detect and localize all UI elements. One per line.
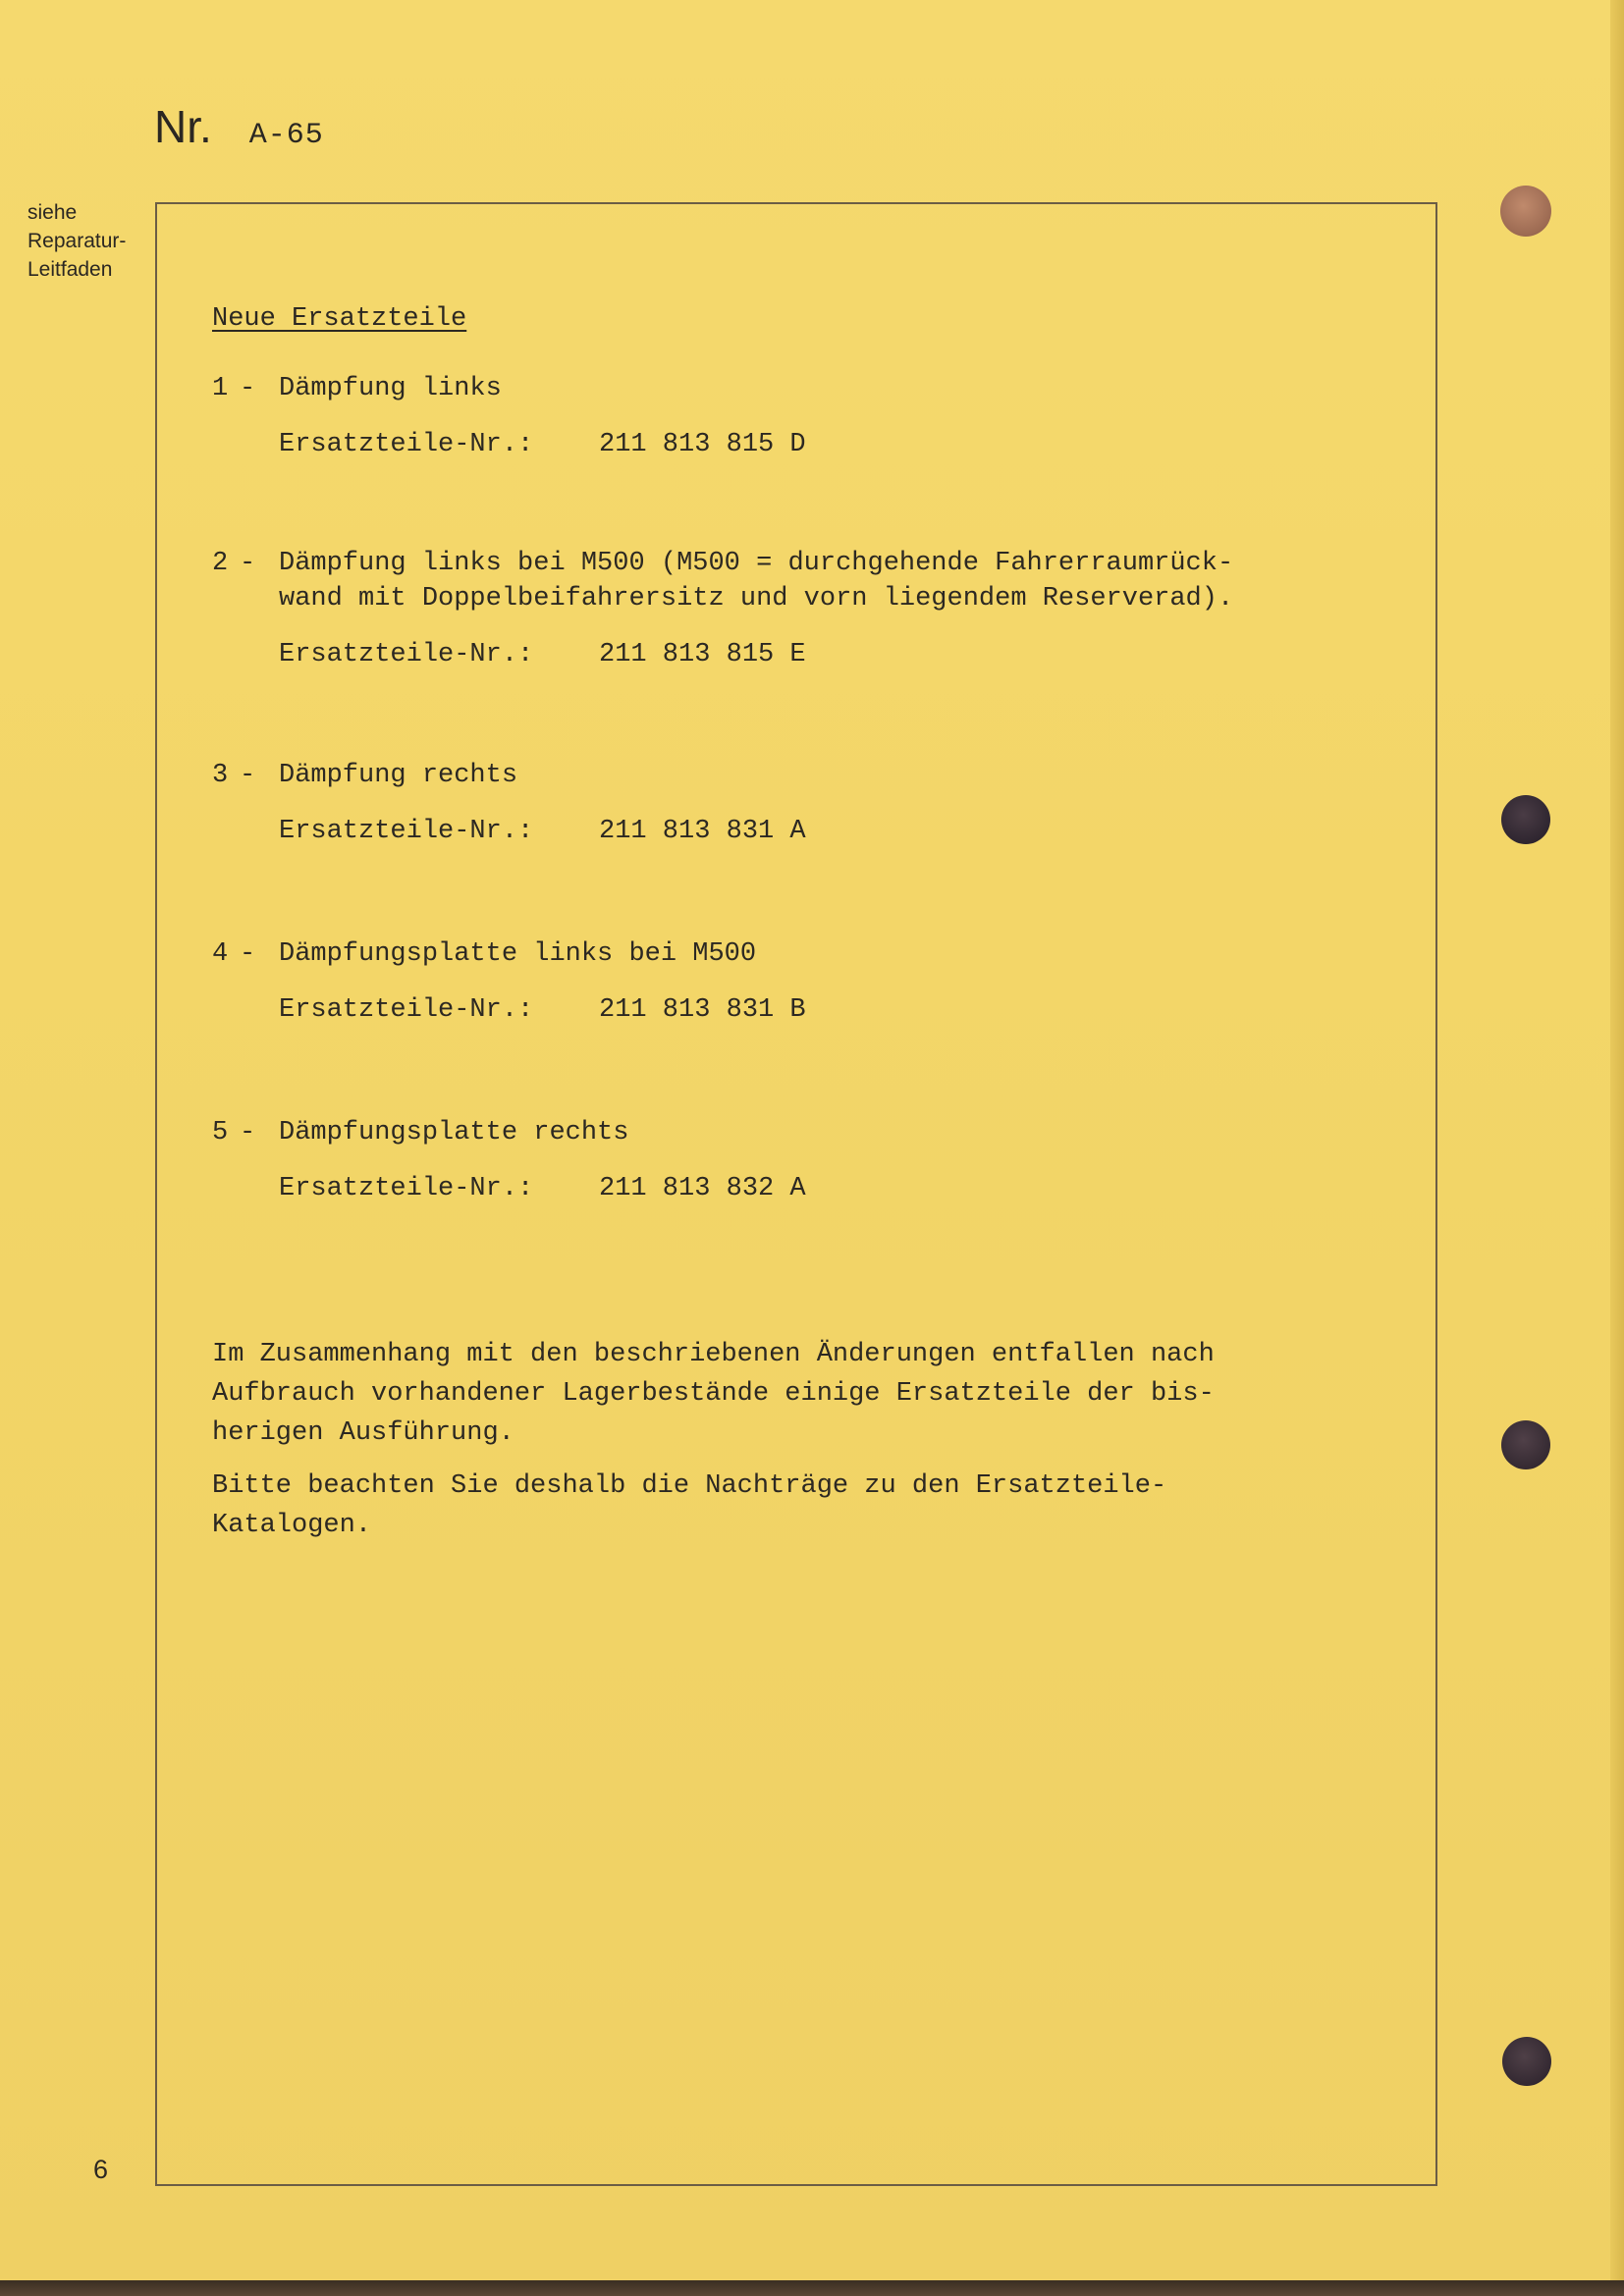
item-title: Dämpfung links (279, 374, 502, 403)
item-dash: - (240, 549, 256, 578)
list-item (212, 1115, 1390, 1203)
part-number-line (212, 640, 1390, 669)
nr-label: Nr. (154, 101, 212, 152)
item-number: 2 (212, 549, 229, 578)
item-title-continuation: wand mit Doppelbeifahrersitz und vorn liegendem Reserverad). (279, 584, 1234, 614)
item-title: Dämpfung rechts (279, 761, 518, 790)
note-line: herigen Ausführung. (212, 1418, 514, 1448)
part-label: Ersatzteile-Nr.: (279, 1174, 534, 1203)
part-number-line (212, 430, 1390, 459)
part-number: 211 813 815 D (599, 430, 806, 459)
part-number-line (212, 1174, 1390, 1203)
note-line: Katalogen. (212, 1511, 372, 1540)
item-dash: - (240, 939, 256, 969)
part-number: 211 813 831 B (599, 995, 806, 1025)
part-label: Ersatzteile-Nr.: (279, 817, 534, 846)
part-number: 211 813 815 E (599, 640, 806, 669)
nr-value: A-65 (248, 119, 324, 152)
document-header (154, 100, 324, 153)
item-number: 4 (212, 939, 229, 969)
side-note-line: siehe (27, 201, 78, 224)
part-number: 211 813 831 A (599, 817, 806, 846)
list-item (212, 546, 1390, 669)
section-heading: Neue Ersatzteile (212, 304, 467, 334)
item-title: Dämpfungsplatte rechts (279, 1118, 629, 1148)
item-number: 3 (212, 761, 229, 790)
item-dash: - (240, 374, 256, 403)
item-number: 5 (212, 1118, 229, 1148)
side-note-line: Leitfaden (27, 258, 113, 281)
part-number-line (212, 995, 1390, 1025)
list-item (212, 758, 1390, 846)
item-title: Dämpfung links bei M500 (M500 = durchgehende Fahrerraumrück- (279, 549, 1234, 578)
part-label: Ersatzteile-Nr.: (279, 430, 534, 459)
note-line: Bitte beachten Sie deshalb die Nachträge zu den Ersatzteile- (212, 1471, 1167, 1501)
punch-hole (1502, 2037, 1551, 2086)
part-label: Ersatzteile-Nr.: (279, 640, 534, 669)
side-note-line: Reparatur- (27, 230, 127, 252)
punch-hole (1501, 795, 1550, 844)
item-title: Dämpfungsplatte links bei M500 (279, 939, 757, 969)
item-dash: - (240, 761, 256, 790)
paper-right-edge (1610, 0, 1624, 2296)
page-number: 6 (93, 2155, 109, 2184)
part-number-line (212, 817, 1390, 846)
part-number: 211 813 832 A (599, 1174, 806, 1203)
note-line: Im Zusammenhang mit den beschriebenen Änderungen entfallen nach (212, 1340, 1215, 1369)
side-note (27, 198, 126, 284)
list-item (212, 371, 1390, 459)
closing-note (212, 1335, 1390, 1545)
scan-bottom-edge (0, 2280, 1624, 2296)
list-item (212, 936, 1390, 1025)
note-line: Aufbrauch vorhandener Lagerbestände einige Ersatzteile der bis- (212, 1379, 1215, 1409)
punch-hole (1500, 186, 1551, 237)
item-number: 1 (212, 374, 229, 403)
punch-hole (1501, 1420, 1550, 1469)
item-dash: - (240, 1118, 256, 1148)
part-label: Ersatzteile-Nr.: (279, 995, 534, 1025)
